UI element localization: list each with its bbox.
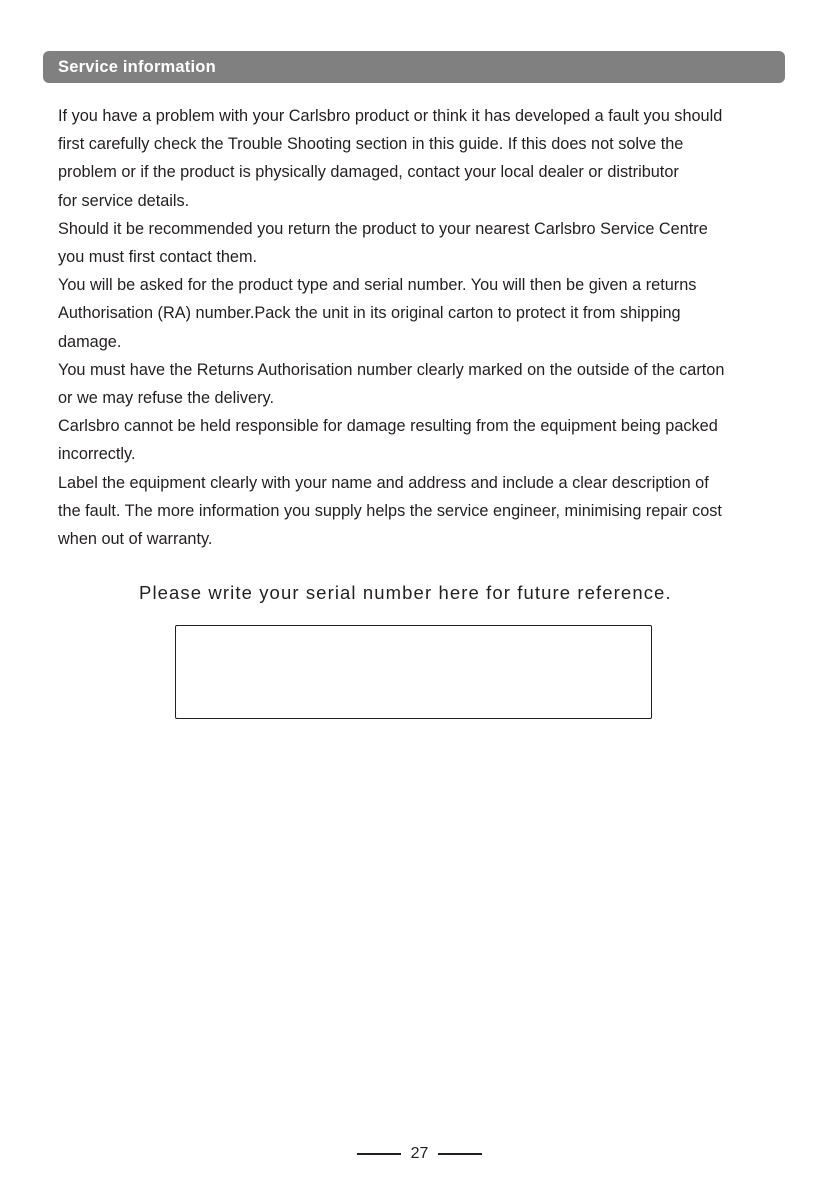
body-line: for service details.: [58, 191, 190, 210]
section-title: Service information: [58, 57, 216, 76]
body-line: Carlsbro cannot be held responsible for damage resulting from the equipment being packed: [58, 417, 718, 436]
body-line: Label the equipment clearly with your name and address and include a clear description of: [58, 473, 709, 492]
body-line: You must have the Returns Authorisation number clearly marked on the outside of the carton: [58, 360, 725, 379]
footer-rule-right: [438, 1153, 482, 1155]
body-line: first carefully check the Trouble Shooting section in this guide. If this does not solve the: [58, 135, 684, 154]
body-line: If you have a problem with your Carlsbro product or think it has developed a fault you should: [58, 107, 723, 125]
body-line: you must first contact them.: [58, 248, 258, 267]
body-line: problem or if the product is physically damaged, contact your local dealer or distributor: [58, 163, 679, 182]
footer-rule-left: [357, 1153, 401, 1155]
body-line: when out of warranty.: [58, 530, 213, 549]
service-body-text: [58, 102, 818, 553]
page-footer: [0, 1145, 839, 1163]
body-line: the fault. The more information you supply helps the service engineer, minimising repair cost: [58, 501, 722, 520]
body-line: Should it be recommended you return the product to your nearest Carlsbro Service Centre: [58, 219, 708, 238]
body-line: damage.: [58, 332, 122, 351]
body-line: You will be asked for the product type and serial number. You will then be given a returns: [58, 276, 697, 295]
section-header: [43, 51, 785, 83]
body-line: Authorisation (RA) number.Pack the unit in its original carton to protect it from shipping: [58, 304, 681, 323]
serial-number-box[interactable]: [175, 625, 652, 719]
serial-number-prompt: Please write your serial number here for future reference.: [139, 582, 672, 603]
body-line: incorrectly.: [58, 445, 136, 464]
page-number: 27: [410, 1145, 429, 1162]
body-line: or we may refuse the delivery.: [58, 389, 274, 408]
